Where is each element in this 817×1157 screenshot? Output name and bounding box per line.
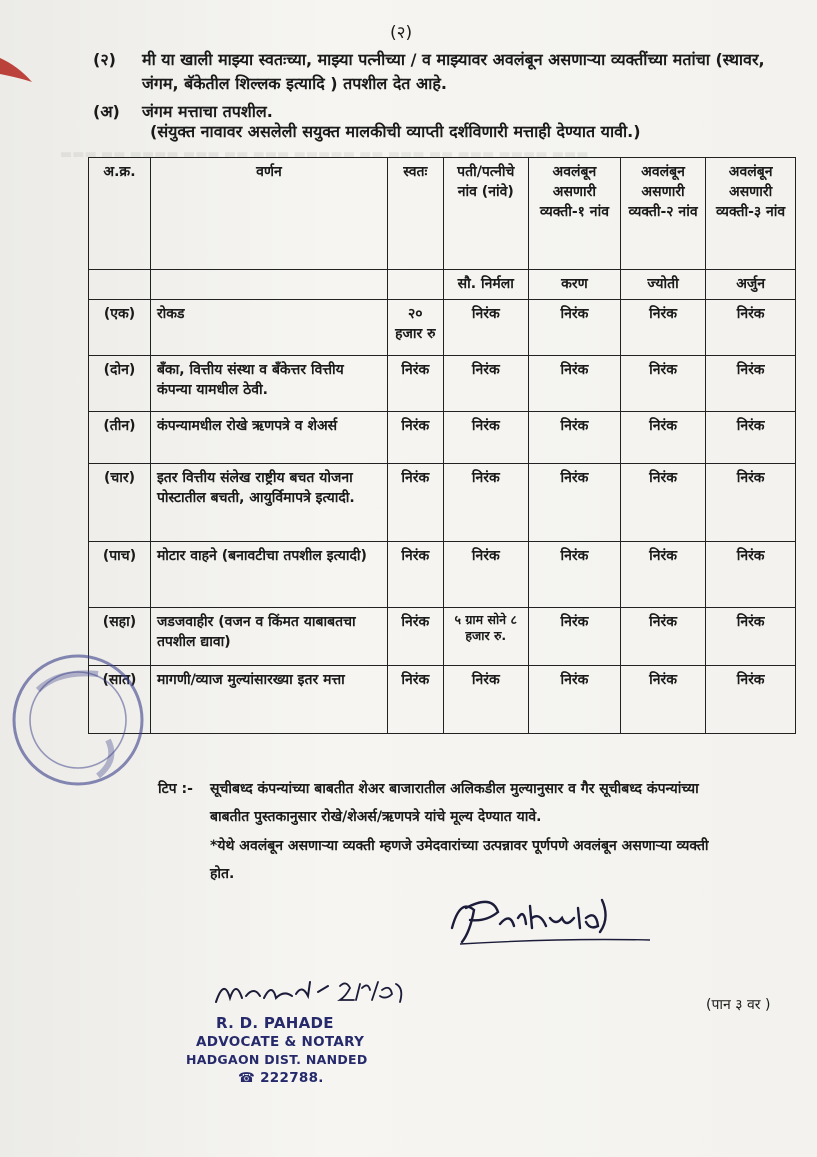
note-text: *येथे अवलंबून असणाऱ्या व्यक्ती म्हणजे उमेदवारांच्या उत्पन्नावर पूर्णपणे अवलंबून असणाऱ्या व्यक्ती — [210, 838, 709, 854]
row-serial: (चार) — [89, 464, 151, 542]
notary-phone: ☎ 222788. — [238, 1070, 324, 1086]
row-value: निरंक — [528, 666, 620, 734]
note-text: होत. — [210, 866, 235, 882]
header-description: वर्णन — [150, 158, 387, 270]
row-description: बँका, वित्तीय संस्था व बँकेत्तर वित्तीय कंपन्या यामधील ठेवी. — [150, 356, 387, 412]
table-row — [89, 300, 796, 356]
table-row — [89, 608, 796, 666]
notary-seal-icon — [8, 650, 148, 790]
candidate-signature-icon — [440, 888, 660, 950]
row-description: इतर वित्तीय संलेख राष्ट्रीय बचत योजना पोस्टातील बचती, आयुर्विमापत्रे इत्यादी. — [150, 464, 387, 542]
notary-name: R. D. PAHADE — [216, 1014, 334, 1032]
row-serial: (तीन) — [89, 412, 151, 464]
row-value: निरंक — [528, 300, 620, 356]
dependent-1-name: करण — [528, 270, 620, 300]
header-serial: अ.क्र. — [89, 158, 151, 270]
row-value: निरंक — [528, 356, 620, 412]
row-value: निरंक — [620, 666, 705, 734]
table-row — [89, 542, 796, 608]
row-description: कंपन्यामधील रोखे ऋणपत्रे व शेअर्स — [150, 412, 387, 464]
row-value: निरंक — [528, 464, 620, 542]
header-spouse: पती/पत्नीचे नांव (नांवे) — [443, 158, 528, 270]
continued-page-reference: (पान ३ वर ) — [706, 997, 771, 1013]
row-serial: (दोन) — [89, 356, 151, 412]
names-cell — [388, 270, 444, 300]
row-value: निरंक — [706, 412, 796, 464]
row-value: निरंक — [620, 464, 705, 542]
section-intro: मी या खाली माझ्या स्वतःच्या, माझ्या पत्नीच्या / व माझ्यावर अवलंबून असणाऱ्या व्यक्तींच्या मतांचा (स्थावर, जंगम, बॅकेतील शिल्लक इत्यादि ) तपशील देत आहे. — [142, 50, 765, 93]
row-value: निरंक — [528, 412, 620, 464]
note-text: बाबतीत पुस्तकानुसार रोखे/शेअर्स/ऋणपत्रे यांचे मूल्य देण्यात यावे. — [210, 809, 542, 825]
note-text: सूचीबध्द कंपन्यांच्या बाबतीत शेअर बाजारातील अलिकडील मुल्यानुसार व गैर सूचीबध्द कंपन्यांच्या — [210, 781, 699, 797]
dependent-3-name: अर्जुन — [706, 270, 796, 300]
red-binding-mark — [0, 52, 36, 92]
header-self: स्वतः — [388, 158, 444, 270]
table-row — [89, 412, 796, 464]
row-serial: (पाच) — [89, 542, 151, 608]
page-number: (२) — [390, 23, 413, 43]
header-dependent-1: अवलंबून असणारी व्यक्ती-१ नांव — [528, 158, 620, 270]
row-value: निरंक — [388, 608, 444, 666]
note-label: टिप :- — [158, 781, 193, 797]
row-value: निरंक — [620, 608, 705, 666]
row-value: निरंक — [620, 300, 705, 356]
row-value: २० हजार रु — [388, 300, 444, 356]
notary-signature-icon — [210, 968, 430, 1018]
row-serial: (एक) — [89, 300, 151, 356]
table-header-row — [89, 158, 796, 270]
row-description: जडजवाहीर (वजन व किंमत याबाबतचा तपशील द्यावा) — [150, 608, 387, 666]
row-value: निरंक — [620, 356, 705, 412]
row-value: निरंक — [620, 412, 705, 464]
row-value: निरंक — [706, 356, 796, 412]
subsection-title: जंगम मत्ताचा तपशील. — [142, 102, 273, 121]
row-value: निरंक — [443, 300, 528, 356]
table-row — [89, 666, 796, 734]
row-value: निरंक — [528, 542, 620, 608]
row-value: निरंक — [388, 542, 444, 608]
row-value: निरंक — [620, 542, 705, 608]
row-value: निरंक — [443, 542, 528, 608]
row-value: निरंक — [706, 608, 796, 666]
row-description: मागणी/व्याज मुल्यांसारख्या इतर मत्ता — [150, 666, 387, 734]
names-cell — [89, 270, 151, 300]
header-dependent-3: अवलंबून असणारी व्यक्ती-३ नांव — [706, 158, 796, 270]
row-value: ५ ग्राम सोने ८ हजार रु. — [443, 608, 528, 666]
row-description: मोटार वाहने (बनावटीचा तपशील इत्यादी) — [150, 542, 387, 608]
row-value: निरंक — [443, 356, 528, 412]
row-value: निरंक — [388, 666, 444, 734]
row-value: निरंक — [388, 356, 444, 412]
row-value: निरंक — [528, 608, 620, 666]
dependent-2-name: ज्योती — [620, 270, 705, 300]
row-value: निरंक — [706, 542, 796, 608]
spouse-name: सौ. निर्मला — [443, 270, 528, 300]
row-value: निरंक — [443, 464, 528, 542]
row-value: निरंक — [388, 412, 444, 464]
row-serial: (सहा) — [89, 608, 151, 666]
table-row — [89, 464, 796, 542]
header-dependent-2: अवलंबून असणारी व्यक्ती-२ नांव — [620, 158, 705, 270]
table-row — [89, 356, 796, 412]
row-description: रोकड — [150, 300, 387, 356]
names-cell — [150, 270, 387, 300]
row-value: निरंक — [443, 412, 528, 464]
notary-title: ADVOCATE & NOTARY — [196, 1034, 365, 1050]
notary-place: HADGAON DIST. NANDED — [186, 1052, 368, 1067]
section-number: (२) — [93, 50, 116, 69]
names-row — [89, 270, 796, 300]
subsection-number: (अ) — [93, 102, 120, 121]
row-serial: (सात) — [89, 666, 151, 734]
row-value: निरंक — [443, 666, 528, 734]
row-value: निरंक — [706, 300, 796, 356]
row-value: निरंक — [706, 464, 796, 542]
subsection-note: (संयुक्त नावावर असलेली सयुक्त मालकीची व्याप्ती दर्शविणारी मत्ताही देण्यात यावी.) — [150, 122, 641, 141]
bleed-through-text: ▬▬▬ ▬▬ ▬▬▬▬ ▬▬▬ ▬▬ ▬▬▬ ▬▬▬▬▬ ▬▬ ▬▬▬ ▬▬ ▬▬▬ ▬▬▬▬ ▬▬▬ — [60, 147, 589, 162]
row-value: निरंक — [706, 666, 796, 734]
movable-assets-table — [88, 157, 796, 734]
row-value: निरंक — [388, 464, 444, 542]
